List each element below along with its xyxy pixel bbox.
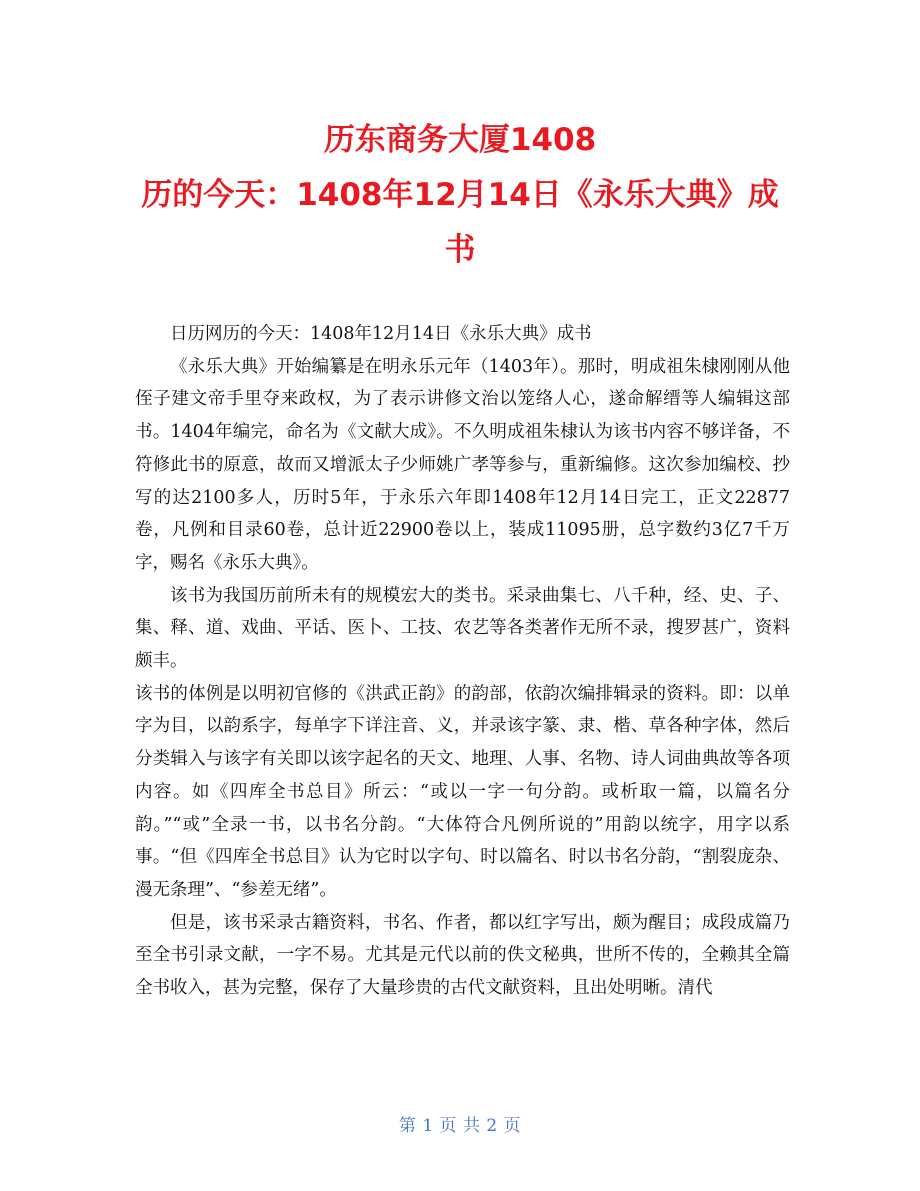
- title-line-2: 历的今天：1408年12月14日《永乐大典》成: [141, 177, 779, 213]
- paragraph-value: 但是，该书采录古籍资料，书名、作者，都以红字写出，颇为醒目；成段成篇乃至全书引录文献，一字不易。尤其是元代以前的佚文秘典，世所不传的，全赖其全篇全书收入，甚为完整，保存了大量珍贵的古代文献资料，且出处明晰。清代: [135, 912, 790, 999]
- title-line-3: 书: [444, 232, 476, 268]
- document-body: [135, 318, 790, 1005]
- page-number-footer: 第 1 页 共 2 页: [398, 1116, 522, 1136]
- document-title: [60, 113, 860, 278]
- paragraph-structure: 该书的体例是以明初官修的《洪武正韵》的韵部，依韵次编排辑录的资料。即：以单字为目，以韵系字，每单字下详注音、义，并录该字篆、隶、楷、草各种字体，然后分类辑入与该字有关即以该字起名的天文、地理、人事、名物、诗人词曲典故等各项内容。如《四库全书总目》所云：“或以一字一句分韵。或析取一篇，以篇名分韵。”“或”全录一书，以书名分韵。“大体符合凡例所说的”用韵以统字，用字以系事。“但《四库全书总目》认为它时以字句、时以篇名、时以书名分韵，“割裂庞杂、漫无条理”、“参差无绪”。: [135, 683, 790, 900]
- paragraph-scale: 该书为我国历前所未有的规模宏大的类书。采录曲集七、八千种，经、史、子、集、释、道、戏曲、平话、医卜、工技、农艺等各类著作无所不录，搜罗甚广，资料颇丰。: [135, 585, 790, 672]
- paragraph-compilation: 《永乐大典》开始编纂是在明永乐元年（1403年）。那时，明成祖朱棣刚刚从他侄子建文帝手里夺来政权，为了表示讲修文治以笼络人心，遂命解缙等人编辑这部书。1404年编完，命名为《文献大成》。不久明成祖朱棣认为该书内容不够详备，不符修此书的原意，故而又增派太子少师姚广孝等参与，重新编修。这次参加编校、抄写的达2100多人，历时5年，于永乐六年即1408年12月14日完工，正文22877卷，凡例和目录60卷，总计近22900卷以上，装成11095册，总字数约3亿7千万字，赐名《永乐大典》。: [135, 356, 790, 573]
- title-line-1: 历东商务大厦1408: [323, 122, 597, 158]
- intro-paragraph: 日历网历的今天：1408年12月14日《永乐大典》成书: [170, 324, 592, 344]
